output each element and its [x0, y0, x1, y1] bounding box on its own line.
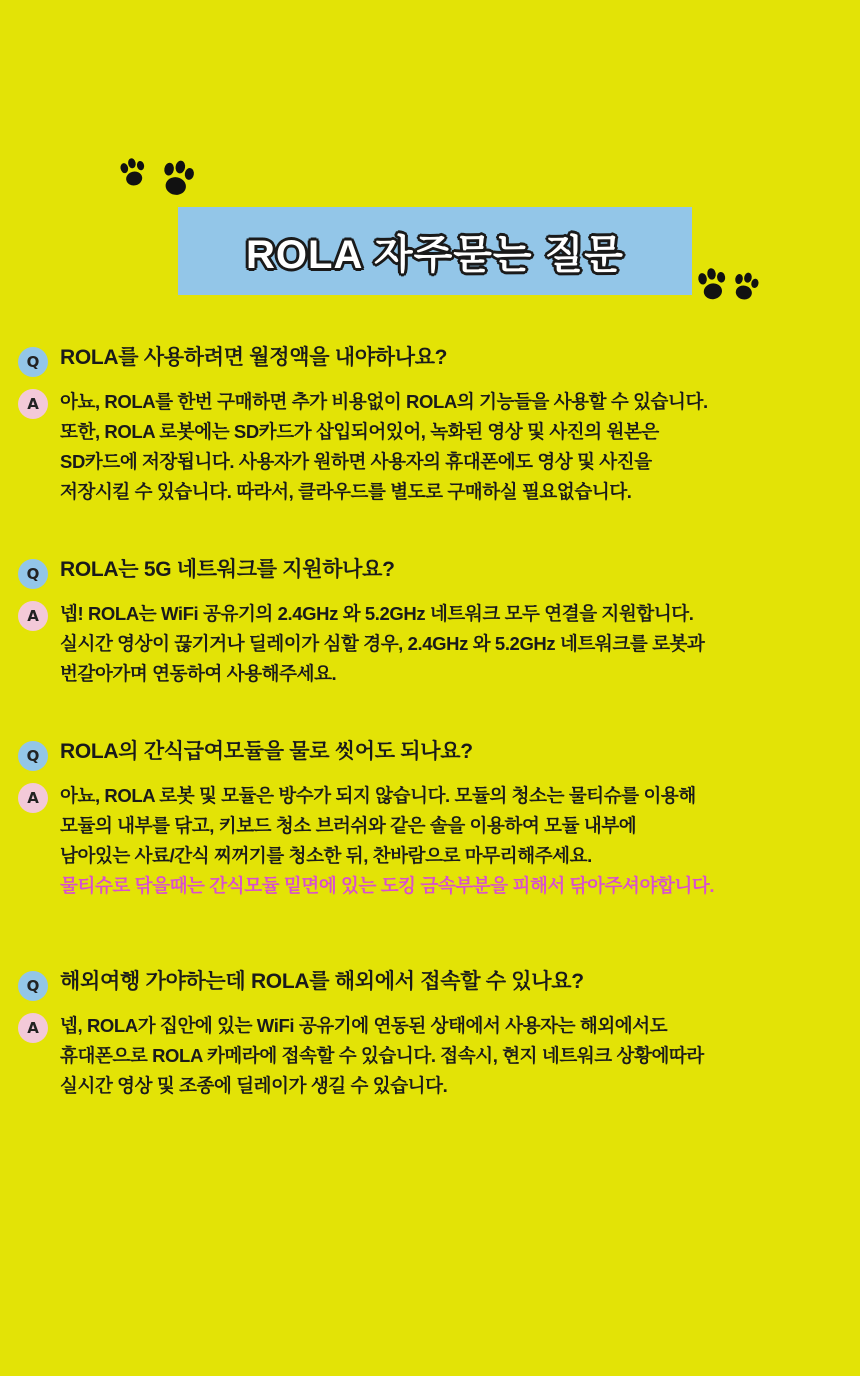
question-badge: Q — [18, 347, 48, 377]
faq-answer-text — [60, 599, 705, 689]
faq-answer-row — [0, 1011, 860, 1101]
paw-print-icon — [727, 269, 763, 305]
faq-item — [0, 345, 860, 507]
answer-line: 실시간 영상이 끊기거나 딜레이가 심할 경우, 2.4GHz 와 5.2GHz 네트워크를 로봇과 — [60, 632, 705, 654]
answer-line-highlighted: 물티슈로 닦을때는 간식모듈 밑면에 있는 도킹 금속부분을 피해서 닦아주셔야합니다. — [60, 874, 715, 896]
answer-badge: A — [18, 601, 48, 631]
faq-answer-text — [60, 387, 708, 507]
paw-print-icon — [693, 266, 731, 304]
faq-answer-text — [60, 1011, 704, 1101]
faq-question-row — [0, 345, 860, 377]
faq-question-text: ROLA는 5G 네트워크를 지원하나요? — [60, 557, 395, 581]
faq-answer-row — [0, 599, 860, 689]
answer-line: 저장시킬 수 있습니다. 따라서, 클라우드를 별도로 구매하실 필요없습니다. — [60, 480, 632, 502]
faq-answer-row — [0, 387, 860, 507]
answer-line: 넵, ROLA가 집안에 있는 WiFi 공유기에 연동된 상태에서 사용자는 해외에서도 — [60, 1014, 668, 1036]
section-spacer — [0, 907, 860, 969]
answer-line: 남아있는 사료/간식 찌꺼기를 청소한 뒤, 찬바람으로 마무리해주세요. — [60, 844, 592, 866]
faq-question-text: 해외여행 가야하는데 ROLA를 해외에서 접속할 수 있나요? — [60, 969, 584, 993]
faq-question-row — [0, 969, 860, 1001]
answer-line: 모듈의 내부를 닦고, 키보드 청소 브러쉬와 같은 솔을 이용하여 모듈 내부에 — [60, 814, 637, 836]
answer-badge: A — [18, 1013, 48, 1043]
faq-item — [0, 557, 860, 689]
faq-question-text: ROLA를 사용하려면 월정액을 내야하나요? — [60, 346, 448, 369]
answer-line: SD카드에 저장됩니다. 사용자가 원하면 사용자의 휴대폰에도 영상 및 사진을 — [60, 450, 652, 472]
faq-answer-row — [0, 781, 860, 901]
answer-line: 번갈아가며 연동하여 사용해주세요. — [60, 662, 337, 684]
faq-item — [0, 969, 860, 1101]
paw-print-icon — [155, 157, 199, 201]
question-badge: Q — [18, 741, 48, 771]
answer-line: 아뇨, ROLA를 한번 구매하면 추가 비용없이 ROLA의 기능들을 사용할 수 있습니다. — [60, 391, 708, 412]
answer-line: 휴대폰으로 ROLA 카메라에 접속할 수 있습니다. 접속시, 현지 네트워크 상황에따라 — [60, 1044, 704, 1066]
faq-item — [0, 739, 860, 901]
answer-line: 넵! ROLA는 WiFi 공유기의 2.4GHz 와 5.2GHz 네트워크 모두 연결을 지원합니다. — [60, 602, 694, 624]
paw-print-icon — [115, 155, 151, 191]
page-title: ROLA 자주묻는 질문 — [246, 232, 624, 277]
question-badge: Q — [18, 559, 48, 589]
answer-badge: A — [18, 389, 48, 419]
answer-line: 또한, ROLA 로봇에는 SD카드가 삽입되어있어, 녹화된 영상 및 사진의 원본은 — [60, 420, 659, 442]
faq-question-text: ROLA의 간식급여모듈을 물로 씻어도 되나요? — [60, 739, 473, 763]
answer-line: 아뇨, ROLA 로봇 및 모듈은 방수가 되지 않습니다. 모듈의 청소는 물티슈를 이용해 — [60, 784, 696, 806]
section-spacer — [0, 513, 860, 557]
faq-list — [0, 345, 860, 1107]
section-spacer — [0, 695, 860, 739]
question-badge: Q — [18, 971, 48, 1001]
faq-question-row — [0, 557, 860, 589]
answer-badge: A — [18, 783, 48, 813]
faq-question-row — [0, 739, 860, 771]
faq-answer-text — [60, 781, 714, 901]
answer-line: 실시간 영상 및 조종에 딜레이가 생길 수 있습니다. — [60, 1074, 448, 1096]
page-title-banner — [178, 207, 692, 295]
